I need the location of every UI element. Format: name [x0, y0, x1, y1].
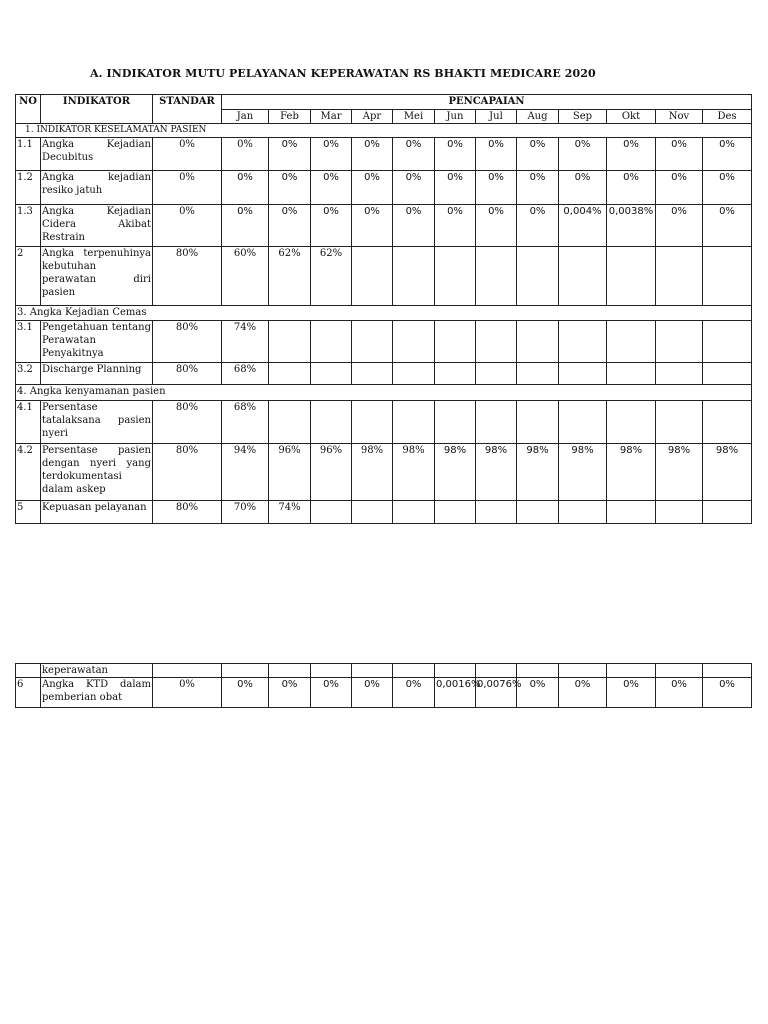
achievement-cell: 0%	[607, 138, 656, 171]
standard-value: 80%	[153, 321, 222, 363]
achievement-cell: 0%	[311, 171, 352, 205]
achievement-cell: 0%	[393, 205, 435, 247]
achievement-cell: 0%	[222, 171, 269, 205]
achievement-cell	[703, 401, 752, 444]
achievement-cell: 0%	[352, 171, 393, 205]
achievement-cell	[476, 363, 517, 385]
achievement-cell	[352, 247, 393, 306]
month-header: Mar	[311, 110, 352, 124]
achievement-cell: 0%	[393, 138, 435, 171]
row-number: 1.1	[16, 138, 41, 171]
achievement-cell: 0%	[435, 205, 476, 247]
achievement-cell	[607, 501, 656, 524]
section-row	[16, 385, 752, 401]
achievement-cell	[607, 401, 656, 444]
achievement-cell: 68%	[222, 363, 269, 385]
achievement-cell: 0%	[703, 138, 752, 171]
month-header: Jan	[222, 110, 269, 124]
header-indikator: INDIKATOR	[41, 95, 153, 124]
header-standar: STANDAR	[153, 95, 222, 124]
achievement-cell	[352, 363, 393, 385]
achievement-cell: 0%	[222, 138, 269, 171]
achievement-cell: 0%	[703, 205, 752, 247]
achievement-cell	[311, 501, 352, 524]
achievement-cell	[393, 501, 435, 524]
indicator-name: keperawatan	[41, 664, 153, 678]
indicator-name: Angka kejadian resiko jatuh	[41, 171, 153, 205]
indicator-name: Angka KTD dalam pemberian obat	[41, 678, 153, 708]
header-no: NO	[16, 95, 41, 124]
achievement-cell: 98%	[559, 444, 607, 501]
achievement-cell	[269, 401, 311, 444]
table-row	[16, 363, 752, 385]
achievement-cell	[435, 501, 476, 524]
achievement-cell: 0%	[476, 138, 517, 171]
achievement-cell: 0%	[393, 678, 435, 708]
achievement-cell	[476, 401, 517, 444]
indicator-name: Kepuasan pelayanan	[41, 501, 153, 524]
achievement-cell	[393, 401, 435, 444]
achievement-cell	[269, 321, 311, 363]
achievement-cell: 62%	[311, 247, 352, 306]
achievement-cell: 68%	[222, 401, 269, 444]
achievement-cell: 0%	[559, 138, 607, 171]
achievement-cell	[311, 363, 352, 385]
achievement-cell: 0%	[607, 171, 656, 205]
achievement-cell: 0%	[222, 678, 269, 708]
achievement-cell	[607, 363, 656, 385]
standard-value: 80%	[153, 247, 222, 306]
achievement-cell	[656, 247, 703, 306]
indicator-table	[15, 94, 752, 524]
achievement-cell: 0%	[517, 678, 559, 708]
achievement-cell: 0%	[222, 205, 269, 247]
achievement-cell: 0%	[607, 678, 656, 708]
achievement-cell: 0%	[559, 678, 607, 708]
achievement-cell: 0,0076%	[476, 678, 517, 708]
achievement-cell	[517, 401, 559, 444]
achievement-cell: 0%	[435, 138, 476, 171]
standard-value: 0%	[153, 171, 222, 205]
achievement-cell	[435, 321, 476, 363]
table-row	[16, 501, 752, 524]
achievement-cell: 0%	[517, 138, 559, 171]
standard-value: 0%	[153, 138, 222, 171]
achievement-cell: 0%	[435, 171, 476, 205]
achievement-cell: 0%	[352, 205, 393, 247]
achievement-cell: 98%	[703, 444, 752, 501]
achievement-cell: 0%	[352, 678, 393, 708]
month-header: Aug	[517, 110, 559, 124]
document-title: A. INDIKATOR MUTU PELAYANAN KEPERAWATAN RS BHAKTI MEDICARE 2020	[90, 67, 596, 80]
achievement-cell	[476, 501, 517, 524]
indicator-name: Persentase pasien dengan nyeri yang terdokumentasi dalam askep	[41, 444, 153, 501]
achievement-cell: 98%	[393, 444, 435, 501]
achievement-cell	[559, 247, 607, 306]
header-row	[16, 95, 752, 110]
row-number: 4.1	[16, 401, 41, 444]
standard-value: 80%	[153, 444, 222, 501]
achievement-cell: 0%	[476, 171, 517, 205]
achievement-cell	[476, 247, 517, 306]
month-header: Des	[703, 110, 752, 124]
achievement-cell	[476, 321, 517, 363]
achievement-cell: 0%	[656, 205, 703, 247]
achievement-cell	[703, 501, 752, 524]
achievement-cell	[656, 321, 703, 363]
indicator-table-continued	[15, 663, 752, 708]
achievement-cell	[311, 401, 352, 444]
achievement-cell: 0%	[311, 138, 352, 171]
achievement-cell	[656, 501, 703, 524]
achievement-cell	[607, 247, 656, 306]
standard-value: 80%	[153, 363, 222, 385]
achievement-cell	[517, 247, 559, 306]
achievement-cell: 98%	[435, 444, 476, 501]
section-title: 4. Angka kenyamanan pasien	[16, 385, 752, 401]
achievement-cell: 0%	[656, 138, 703, 171]
achievement-cell	[703, 247, 752, 306]
achievement-cell: 0%	[656, 678, 703, 708]
achievement-cell: 0%	[269, 138, 311, 171]
achievement-cell: 98%	[656, 444, 703, 501]
achievement-cell: 98%	[352, 444, 393, 501]
achievement-cell	[517, 363, 559, 385]
row-number: 1.3	[16, 205, 41, 247]
table-row	[16, 171, 752, 205]
achievement-cell: 60%	[222, 247, 269, 306]
achievement-cell: 96%	[311, 444, 352, 501]
achievement-cell: 98%	[476, 444, 517, 501]
achievement-cell: 98%	[517, 444, 559, 501]
achievement-cell	[607, 321, 656, 363]
table-row	[16, 138, 752, 171]
month-header: Okt	[607, 110, 656, 124]
month-header: Mei	[393, 110, 435, 124]
row-number: 5	[16, 501, 41, 524]
achievement-cell: 0%	[393, 171, 435, 205]
table-row	[16, 444, 752, 501]
row-number: 4.2	[16, 444, 41, 501]
indicator-name: Angka Kejadian Decubitus	[41, 138, 153, 171]
section-row	[16, 306, 752, 321]
table-row	[16, 247, 752, 306]
achievement-cell: 74%	[222, 321, 269, 363]
table-row	[16, 321, 752, 363]
table-row	[16, 664, 752, 678]
section-title: 1. INDIKATOR KESELAMATAN PASIEN	[16, 124, 752, 138]
achievement-cell: 98%	[607, 444, 656, 501]
table-row	[16, 401, 752, 444]
achievement-cell	[352, 321, 393, 363]
achievement-cell	[393, 321, 435, 363]
table-row	[16, 205, 752, 247]
month-header: Apr	[352, 110, 393, 124]
achievement-cell: 0,004%	[559, 205, 607, 247]
table-row	[16, 678, 752, 708]
indicator-name: Discharge Planning	[41, 363, 153, 385]
achievement-cell: 0%	[703, 678, 752, 708]
achievement-cell	[517, 321, 559, 363]
achievement-cell	[559, 501, 607, 524]
achievement-cell: 94%	[222, 444, 269, 501]
achievement-cell: 96%	[269, 444, 311, 501]
achievement-cell	[435, 363, 476, 385]
achievement-cell	[559, 363, 607, 385]
indicator-name: Angka terpenuhinya kebutuhan perawatan diri pasien	[41, 247, 153, 306]
achievement-cell	[559, 401, 607, 444]
month-header: Nov	[656, 110, 703, 124]
achievement-cell	[703, 321, 752, 363]
row-number: 3.2	[16, 363, 41, 385]
standard-value: 0%	[153, 678, 222, 708]
achievement-cell: 0%	[517, 205, 559, 247]
indicator-name: Angka Kejadian Cidera Akibat Restrain	[41, 205, 153, 247]
section-row	[16, 124, 752, 138]
achievement-cell	[352, 501, 393, 524]
row-number: 3.1	[16, 321, 41, 363]
achievement-cell: 0%	[311, 205, 352, 247]
indicator-name: Persentase tatalaksana pasien nyeri	[41, 401, 153, 444]
achievement-cell	[393, 247, 435, 306]
achievement-cell	[656, 363, 703, 385]
achievement-cell: 0,0016%	[435, 678, 476, 708]
achievement-cell: 0%	[269, 678, 311, 708]
standard-value: 80%	[153, 401, 222, 444]
achievement-cell	[435, 401, 476, 444]
achievement-cell	[559, 321, 607, 363]
achievement-cell	[435, 247, 476, 306]
achievement-cell	[352, 401, 393, 444]
achievement-cell	[703, 363, 752, 385]
month-header: Sep	[559, 110, 607, 124]
month-header: Jul	[476, 110, 517, 124]
achievement-cell: 0%	[269, 205, 311, 247]
achievement-cell	[393, 363, 435, 385]
achievement-cell: 0%	[517, 171, 559, 205]
section-title: 3. Angka Kejadian Cemas	[16, 306, 752, 321]
achievement-cell: 0%	[559, 171, 607, 205]
achievement-cell: 0%	[703, 171, 752, 205]
achievement-cell: 0%	[656, 171, 703, 205]
achievement-cell: 62%	[269, 247, 311, 306]
achievement-cell: 0,0038%	[607, 205, 656, 247]
achievement-cell	[311, 321, 352, 363]
month-header: Feb	[269, 110, 311, 124]
achievement-cell: 0%	[311, 678, 352, 708]
achievement-cell: 0%	[352, 138, 393, 171]
indicator-name: Pengetahuan tentang Perawatan Penyakitnya	[41, 321, 153, 363]
header-pencapaian: PENCAPAIAN	[222, 95, 752, 110]
month-header: Jun	[435, 110, 476, 124]
row-number: 2	[16, 247, 41, 306]
standard-value: 0%	[153, 205, 222, 247]
achievement-cell	[517, 501, 559, 524]
achievement-cell: 74%	[269, 501, 311, 524]
achievement-cell: 0%	[476, 205, 517, 247]
standard-value: 80%	[153, 501, 222, 524]
achievement-cell	[656, 401, 703, 444]
achievement-cell: 0%	[269, 171, 311, 205]
row-number: 1.2	[16, 171, 41, 205]
row-number: 6	[16, 678, 41, 708]
achievement-cell	[269, 363, 311, 385]
achievement-cell: 70%	[222, 501, 269, 524]
